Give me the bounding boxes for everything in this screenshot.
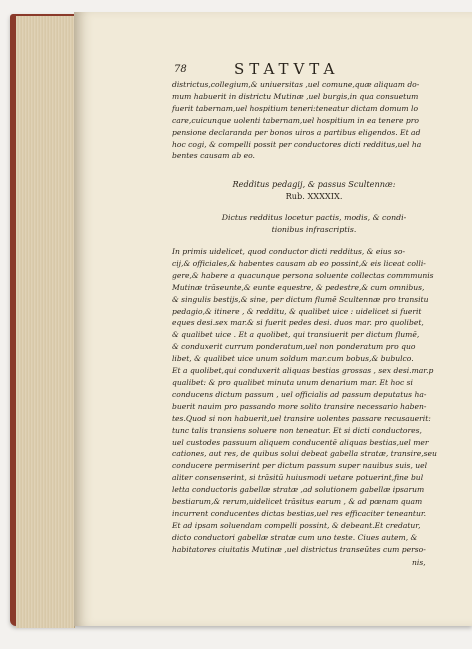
text-line: In primis uidelicet, quod conductor dicti redditus, & eius so- — [172, 247, 406, 256]
section-heading: Redditus pedagij, & passus Scultennæ: — [232, 179, 396, 189]
text-line: gere,& habere a quacunque persona soluente collectas commmunis — [172, 270, 434, 280]
text-line: Et ad ipsam soluendam compelli possint, & debeant.Et credatur, — [172, 520, 421, 530]
text-line: dicto conductori gabellæ stratæ cum uno teste. Ciues autem, & — [172, 532, 418, 542]
text-line: buerit nauim pro passando more solito transire necessario haben- — [172, 401, 427, 411]
text-line: conducere permiserint per dictum passum super nauibus suis, uel — [172, 461, 428, 471]
text-line: Et a quolibet,qui conduxerit aliquas bestias grossas , sex desi.mar.p — [172, 366, 434, 376]
text-line: hoc cogi, & compelli possit per conductores dicti redditus,uel ha — [172, 139, 422, 149]
top-paragraph — [172, 79, 456, 162]
text-line: care,cuicunque uolenti tabernam,uel hospitium in ea tenere pro — [172, 115, 419, 125]
text-line: mum habuerit in districtu Mutinæ ,uel burgis,in qua consuetum — [172, 91, 419, 101]
text-line: cationes, aut res, de quibus solui debeat gabella stratæ, transire,seu — [172, 449, 437, 459]
running-head: STATVTA — [234, 60, 340, 78]
book-page — [74, 12, 472, 626]
text-line: bestiarum,& rerum,uidelicet trāsitus earum , & ad pœnam quam — [172, 497, 423, 507]
text-line: habitatores ciuitatis Mutinæ ,uel districtus transeūtes cum perso- — [172, 544, 426, 554]
text-line: & qualibet uice . Et a quolibet, qui transiuerit per dictum flumē, — [172, 330, 420, 340]
text-line: & conduxerit currum ponderatum,uel non ponderatum pro quo — [172, 342, 416, 352]
page-edges — [16, 16, 75, 628]
text-line: fuerit tabernam,uel hospitium teneri:teneatur dictam domum lo — [172, 103, 419, 113]
text-line: aliter consenserint, si trāsitū huiusmodi uetare potuerint,fine bul — [172, 473, 424, 483]
text-line: conducens dictum passum , uel officialis ad passum deputatus ha- — [172, 389, 427, 399]
main-paragraph — [172, 246, 456, 556]
text-line: pensione declaranda per bonos uiros a partibus eligendos. Et ad — [172, 127, 421, 137]
catchword: nis, — [412, 558, 426, 567]
text-line: cij,& officiales,& habentes causam ab eo possint,& eis liceat colli- — [172, 258, 426, 268]
text-line: districtus,collegium,& uniuersitas ,uel comune,quæ aliquam do- — [172, 80, 420, 89]
text-line: Mutinæ trāseunte,& eunte equestre, & pedestre,& cum omnibus, — [172, 282, 425, 292]
text-line: incurrent conducentes dictas bestias,uel res efficaciter teneantur. — [172, 508, 427, 518]
text-line: uel custodes passuum aliquem conducentē aliquas bestias,uel mer — [172, 437, 429, 447]
text-line: & singulis bestijs,& sine, per dictum flumē Scultennæ pro transitu — [172, 294, 429, 304]
text-line: bentes causam ab eo. — [172, 151, 255, 161]
text-line: eques desi.sex mar.& si fuerit pedes desi. duos mar. pro quolibet, — [172, 318, 424, 328]
subheading-line: Dictus redditus locetur pactis, modis, & condi- — [221, 213, 407, 222]
rubric-number: Rub. XXXXIX. — [285, 191, 343, 201]
subheading-line: tionibus infrascriptis. — [271, 225, 357, 234]
text-line: libet, & qualibet uice unum soldum mar.cum bobus,& bubulco. — [172, 354, 414, 364]
text-line: tes.Quod si non habuerit,uel transire uolentes passare recusauerit: — [172, 413, 431, 423]
text-line: pedagio,& itinere , & redditu, & qualibet uice : uidelicet si fuerit — [172, 306, 422, 316]
page-header — [172, 58, 456, 80]
text-line: tunc talis transiens soluere non teneatur. Et si dicti conductores, — [172, 425, 422, 435]
folio-number: 78 — [174, 64, 187, 75]
text-line: qualibet: & pro qualibet minuta unum denarium mar. Et hoc si — [172, 377, 413, 387]
text-line: letta conductoris gabellæ stratæ ,ad solutionem gabellæ ipsarum — [172, 485, 425, 495]
